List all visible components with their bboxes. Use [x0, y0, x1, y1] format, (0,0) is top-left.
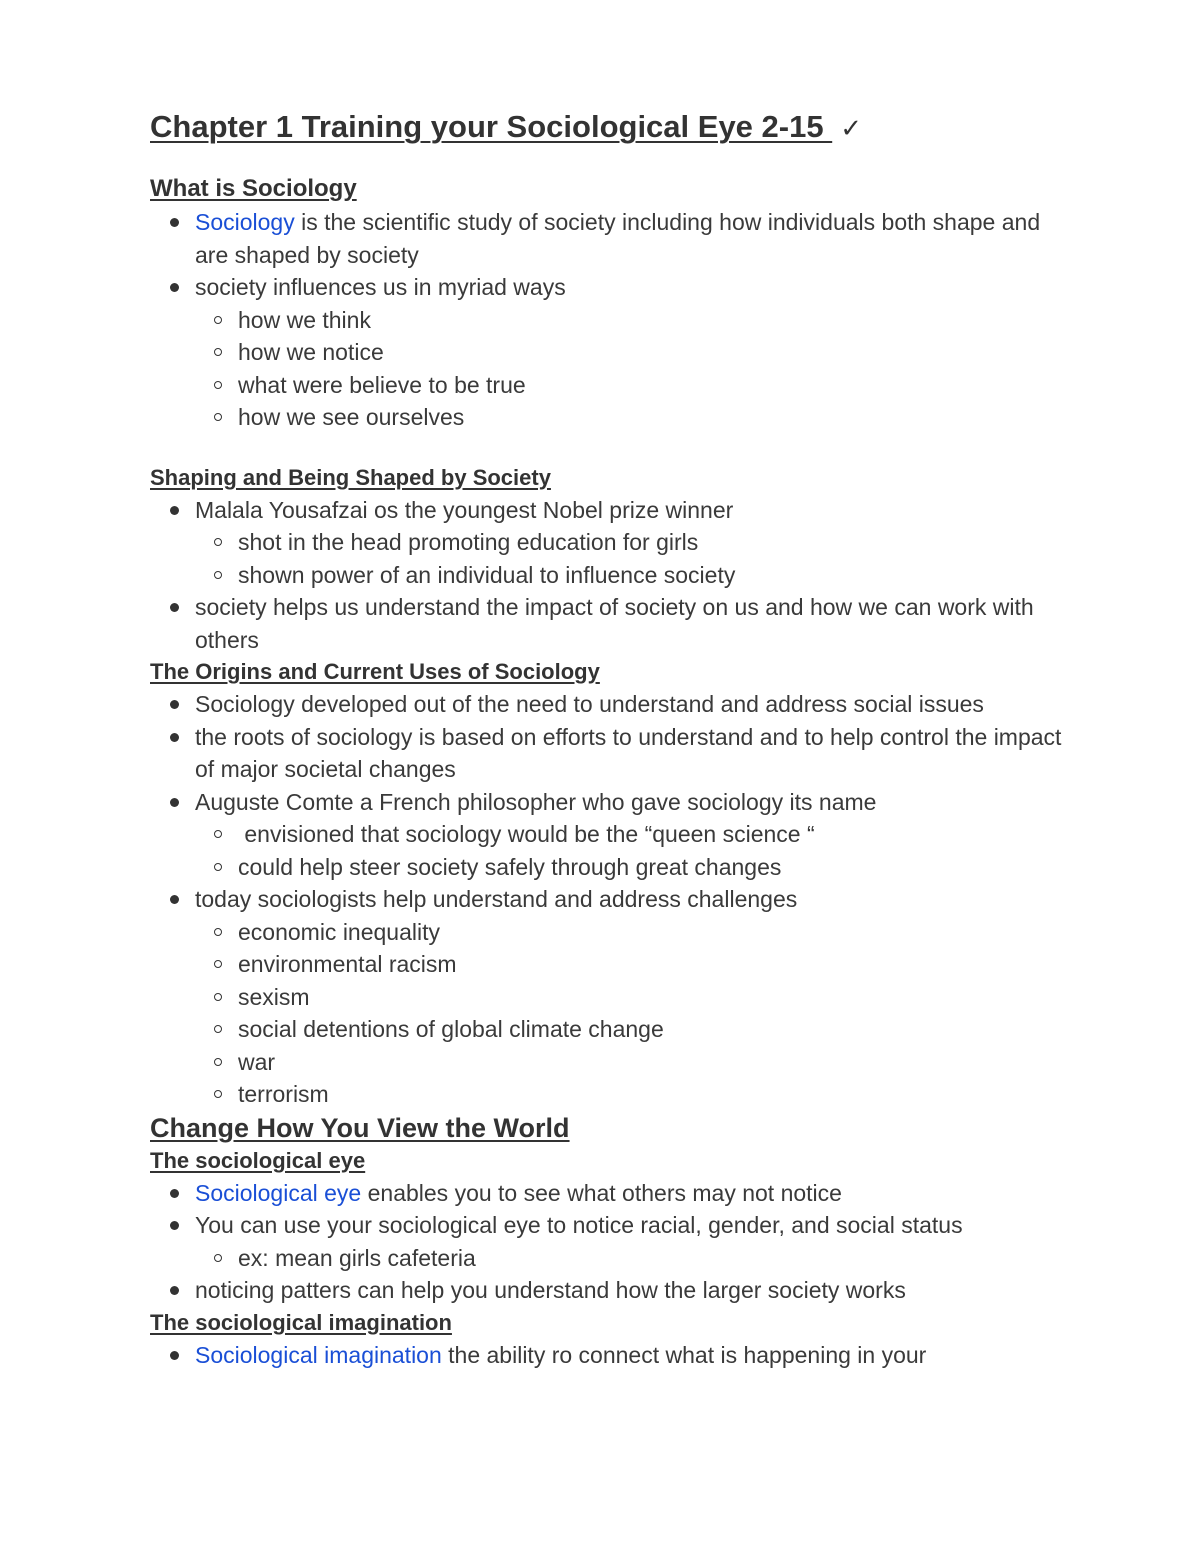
sub-item-text: ex: mean girls cafeteria: [238, 1244, 476, 1271]
term-sociological-eye: Sociological eye: [195, 1179, 362, 1206]
sublist: [195, 916, 1070, 1111]
sub-item-text: war: [238, 1048, 276, 1075]
list-item: [195, 206, 1070, 271]
sublist-item: [238, 1242, 1070, 1275]
sublist: [195, 1242, 1070, 1275]
sub-item-text: envisioned that sociology would be the “queen science “: [238, 821, 815, 847]
bullet-icon: [170, 1221, 179, 1230]
hollow-bullet-icon: [214, 1058, 222, 1066]
hollow-bullet-icon: [214, 538, 222, 546]
list-item: [195, 1177, 1070, 1210]
hollow-bullet-icon: [214, 830, 222, 838]
heading-origins: The Origins and Current Uses of Sociology: [150, 659, 600, 684]
list-item: [195, 494, 1070, 592]
bullet-icon: [170, 1286, 179, 1295]
item-text: You can use your sociological eye to notice racial, gender, and social status: [195, 1212, 963, 1238]
item-text: enables you to see what others may not notice: [361, 1179, 842, 1206]
list-item: [195, 1209, 1070, 1274]
list-item: [195, 786, 1070, 884]
sub-item-text: could help steer society safely through great changes: [238, 853, 782, 880]
term-sociological-imagination: Sociological imagination: [195, 1341, 442, 1368]
sub-item-text: shot in the head promoting education for girls: [238, 529, 699, 555]
bullet-icon: [170, 283, 179, 292]
heading-sociological-imagination: The sociological imagination: [150, 1309, 452, 1335]
item-text: Sociology developed out of the need to understand and address social issues: [195, 691, 984, 717]
sublist-item: [238, 851, 1070, 884]
bullet-icon: [170, 733, 179, 742]
bullet-icon: [170, 603, 179, 612]
item-text: Malala Yousafzai os the youngest Nobel prize winner: [195, 496, 734, 523]
hollow-bullet-icon: [214, 571, 222, 579]
sublist-item: [238, 818, 1070, 851]
hollow-bullet-icon: [214, 960, 222, 968]
list-shaping: [150, 494, 1070, 657]
item-text: today sociologists help understand and address challenges: [195, 886, 798, 912]
hollow-bullet-icon: [214, 316, 222, 324]
sub-item-text: economic inequality: [238, 918, 441, 945]
list-sociological-imagination: [150, 1339, 1070, 1372]
item-text: society influences us in myriad ways: [195, 274, 566, 300]
hollow-bullet-icon: [214, 348, 222, 356]
heading-sociological-eye: The sociological eye: [150, 1147, 366, 1173]
document-title: [150, 105, 1070, 150]
sub-item-text: how we notice: [238, 339, 384, 365]
sub-item-text: how we see ourselves: [238, 404, 465, 430]
item-text: is the scientific study of society including how individuals both shape and are shaped by society: [195, 209, 1041, 268]
sub-item-text: what were believe to be true: [238, 371, 526, 398]
bullet-icon: [170, 1189, 179, 1198]
sub-item-text: shown power of an individual to influence society: [238, 561, 736, 588]
hollow-bullet-icon: [214, 928, 222, 936]
spacer: [150, 434, 1070, 462]
sublist-item: [238, 916, 1070, 949]
sublist: [195, 304, 1070, 434]
checkmark-icon: ✓: [840, 113, 862, 143]
sub-item-text: how we think: [238, 306, 371, 333]
item-text: the roots of sociology is based on efforts to understand and to help control the impact of major societal changes: [195, 723, 1062, 782]
item-text: Auguste Comte a French philosopher who gave sociology its name: [195, 788, 877, 815]
bullet-icon: [170, 895, 179, 904]
sublist-item: [238, 401, 1070, 434]
hollow-bullet-icon: [214, 1254, 222, 1262]
sub-item-text: environmental racism: [238, 951, 457, 977]
item-text: the ability ro connect what is happening in your: [441, 1341, 927, 1368]
sublist-item: [238, 1013, 1070, 1046]
list-item: [195, 1274, 1070, 1307]
list-item: [195, 721, 1070, 786]
sublist: [195, 818, 1070, 883]
hollow-bullet-icon: [214, 863, 222, 871]
list-item: [195, 1339, 1070, 1372]
sublist-item: [238, 369, 1070, 402]
title-text: Chapter 1 Training your Sociological Eye 2-15: [150, 109, 833, 144]
sublist-item: [238, 559, 1070, 592]
list-item: [195, 883, 1070, 1111]
sublist-item: [238, 1078, 1070, 1111]
sublist: [195, 526, 1070, 591]
bullet-icon: [170, 798, 179, 807]
sublist-item: [238, 304, 1070, 337]
sub-item-text: terrorism: [238, 1081, 329, 1107]
list-origins: [150, 688, 1070, 1111]
heading-change-view: Change How You View the World: [150, 1112, 570, 1143]
bullet-icon: [170, 506, 179, 515]
hollow-bullet-icon: [214, 1025, 222, 1033]
hollow-bullet-icon: [214, 413, 222, 421]
sub-item-text: social detentions of global climate change: [238, 1016, 664, 1042]
list-what-is-sociology: [150, 206, 1070, 434]
sublist-item: [238, 336, 1070, 369]
sublist-item: [238, 1046, 1070, 1079]
hollow-bullet-icon: [214, 381, 222, 389]
list-sociological-eye: [150, 1177, 1070, 1307]
hollow-bullet-icon: [214, 1090, 222, 1098]
bullet-icon: [170, 1351, 179, 1360]
sub-item-text: sexism: [238, 983, 310, 1010]
bullet-icon: [170, 218, 179, 227]
list-item: [195, 591, 1070, 656]
sublist-item: [238, 526, 1070, 559]
sublist-item: [238, 981, 1070, 1014]
bullet-icon: [170, 700, 179, 709]
heading-shaping: Shaping and Being Shaped by Society: [150, 464, 551, 490]
term-sociology: Sociology: [195, 209, 295, 235]
item-text: noticing patters can help you understand how the larger society works: [195, 1277, 906, 1303]
list-item: [195, 271, 1070, 434]
list-item: [195, 688, 1070, 721]
item-text: society helps us understand the impact of society on us and how we can work with others: [195, 594, 1034, 653]
heading-what-is-sociology: What is Sociology: [150, 175, 357, 202]
hollow-bullet-icon: [214, 993, 222, 1001]
sublist-item: [238, 948, 1070, 981]
document-page: [150, 105, 1070, 1371]
